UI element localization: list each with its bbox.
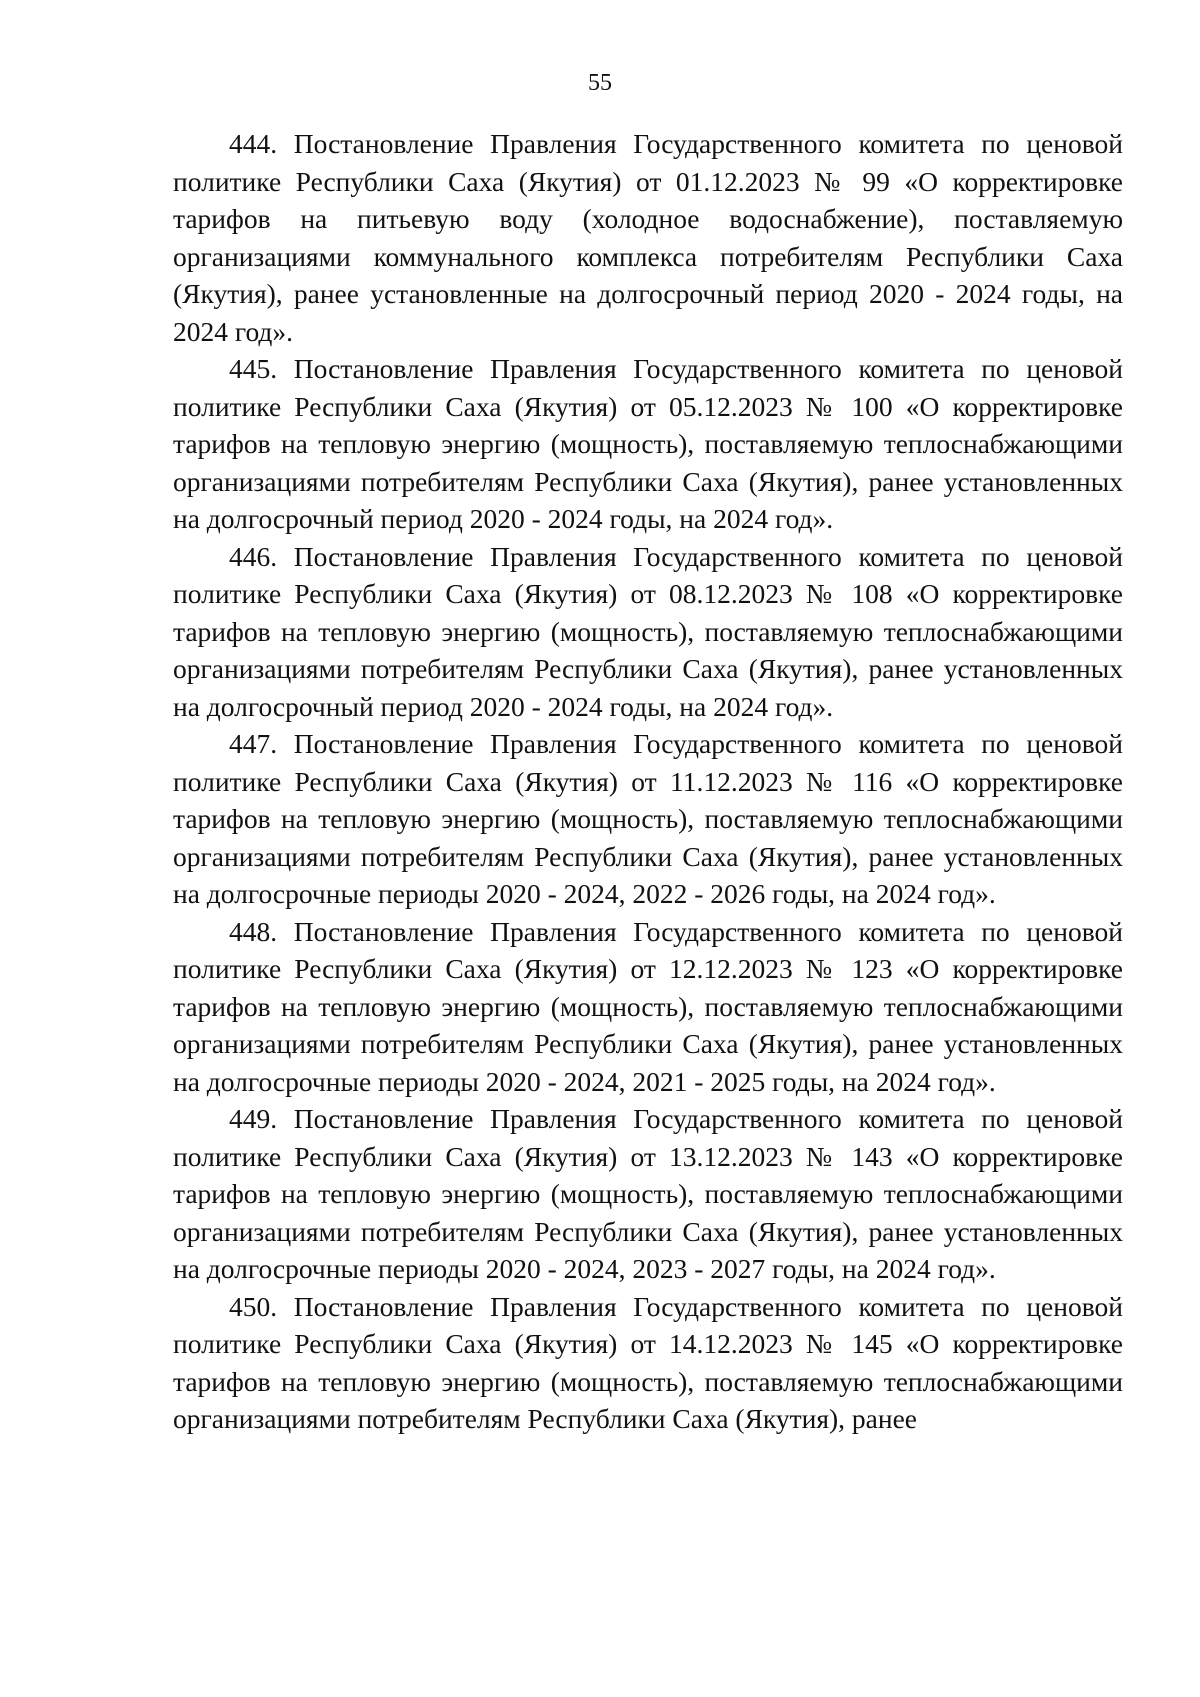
list-item: 446. Постановление Правления Государственного комитета по ценовой политике Республики Саха (Якутия) от 08.12.2023 № 108 «О корректировке тарифов на тепловую энергию (мощность), поставляемую теплоснабжающими организациями потребителям Республики Саха (Якутия), ранее установленных на долгосрочный период 2020 - 2024 годы, на 2024 год». [173,540,1123,722]
list-item: 445. Постановление Правления Государственного комитета по ценовой политике Республики Саха (Якутия) от 05.12.2023 № 100 «О корректировке тарифов на тепловую энергию (мощность), поставляемую теплоснабжающими организациями потребителям Республики Саха (Якутия), ранее установленных на долгосрочный период 2020 - 2024 годы, на 2024 год». [173,353,1123,534]
list-item: 449. Постановление Правления Государственного комитета по ценовой политике Республики Саха (Якутия) от 13.12.2023 № 143 «О корректировке тарифов на тепловую энергию (мощность), поставляемую теплоснабжающими организациями потребителям Республики Саха (Якутия), ранее установленных на долгосрочные периоды 2020 - 2024, 2023 - 2027 годы, на 2024 год». [173,1103,1123,1284]
page-number: 55 [588,70,612,96]
list-item: 444. Постановление Правления Государственного комитета по ценовой политике Республики Саха (Якутия) от 01.12.2023 № 99 «О корректировке тарифов на питьевую воду (холодное водоснабжение), поставляемую организациями коммунального комплекса потребителям Республики Саха (Якутия), ранее установленные на долгосрочный период 2020 - 2024 годы, на 2024 год». [173,128,1123,347]
list-item: 447. Постановление Правления Государственного комитета по ценовой политике Республики Саха (Якутия) от 11.12.2023 № 116 «О корректировке тарифов на тепловую энергию (мощность), поставляемую теплоснабжающими организациями потребителям Республики Саха (Якутия), ранее установленных на долгосрочные периоды 2020 - 2024, 2022 - 2026 годы, на 2024 год». [173,728,1123,909]
list-item: 448. Постановление Правления Государственного комитета по ценовой политике Республики Саха (Якутия) от 12.12.2023 № 123 «О корректировке тарифов на тепловую энергию (мощность), поставляемую теплоснабжающими организациями потребителям Республики Саха (Якутия), ранее установленных на долгосрочные периоды 2020 - 2024, 2021 - 2025 годы, на 2024 год». [173,915,1123,1097]
list-item: 450. Постановление Правления Государственного комитета по ценовой политике Республики Саха (Якутия) от 14.12.2023 № 145 «О корректировке тарифов на тепловую энергию (мощность), поставляемую теплоснабжающими организациями потребителям Республики Саха (Якутия), ранее [173,1290,1123,1434]
document-body [173,125,1123,1438]
